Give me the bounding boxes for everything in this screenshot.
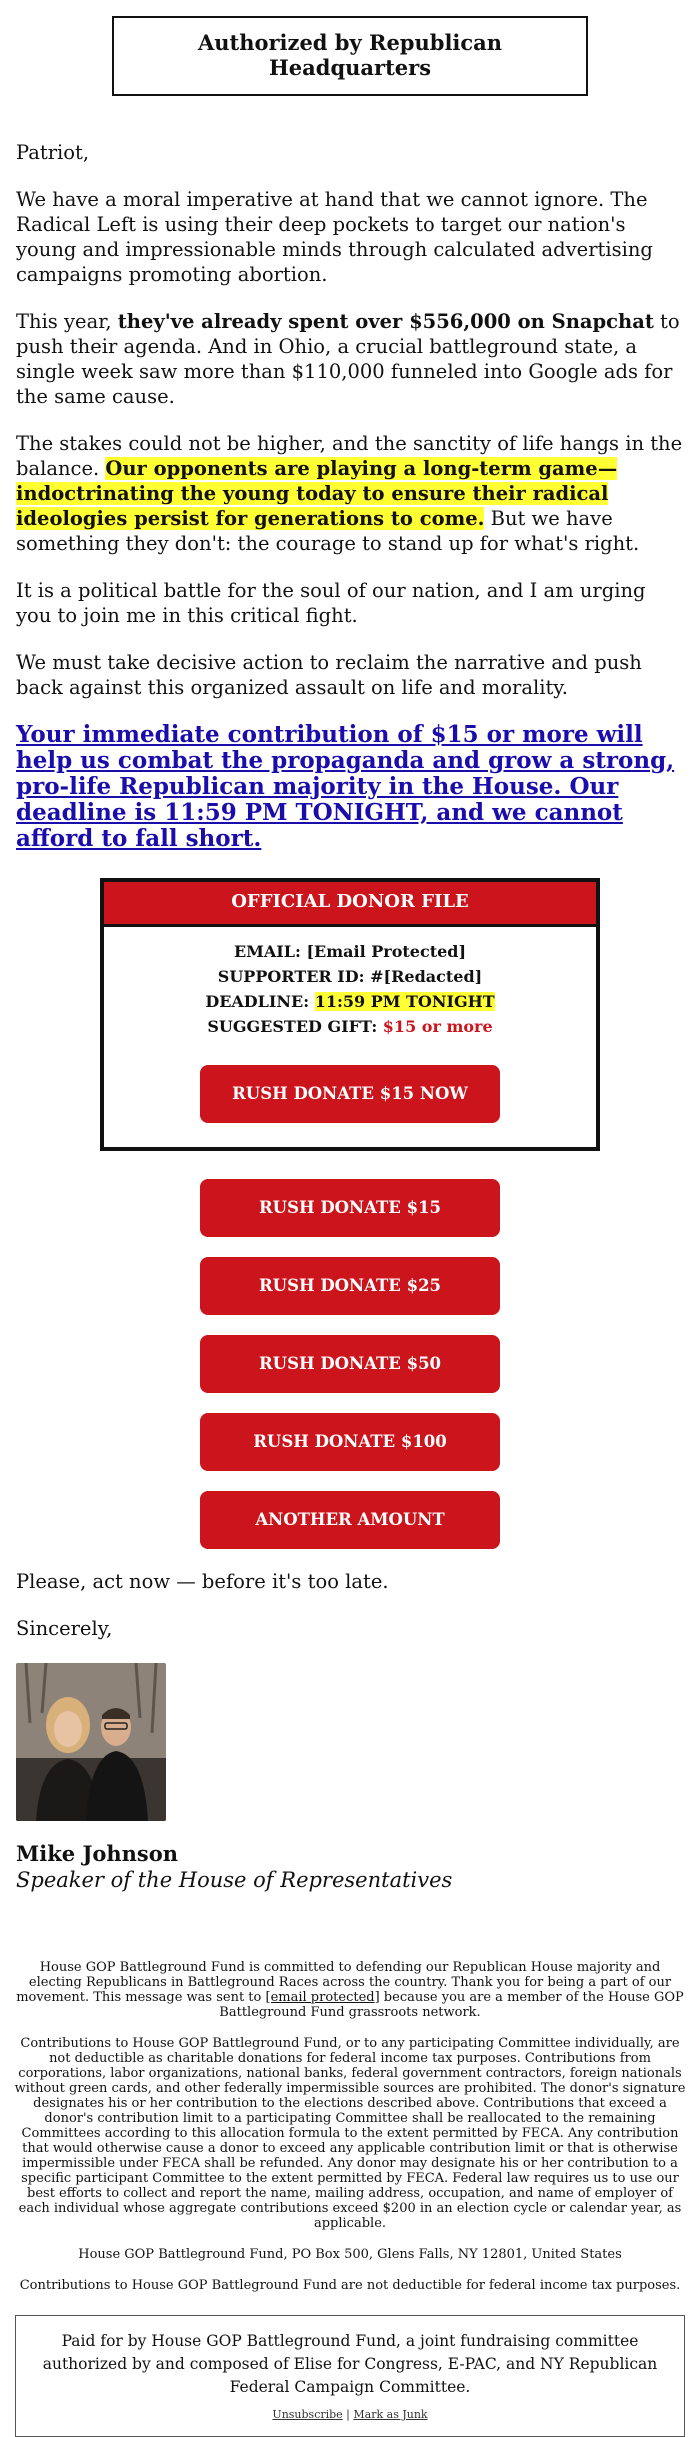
rush-donate-15-now-button[interactable]: RUSH DONATE $15 NOW — [200, 1065, 500, 1123]
donate-25-button[interactable]: RUSH DONATE $25 — [200, 1257, 500, 1315]
paragraph-5: We must take decisive action to reclaim the narrative and push back against this organized assault on life and morality. — [16, 651, 642, 699]
paragraph-3-rest: But we have something they don't: the courage to stand up for what's right. — [16, 507, 640, 555]
portrait-image — [16, 1663, 166, 1821]
paragraph-3-highlight: Our opponents are playing a long-term game—indoctrinating the young today to ensure their radical ideologies persist for generations to come. — [16, 457, 618, 530]
unsubscribe-row — [40, 2403, 660, 2426]
donate-50-button[interactable]: RUSH DONATE $50 — [200, 1335, 500, 1393]
unsubscribe-link[interactable]: Unsubscribe — [272, 2408, 343, 2421]
paragraph-3-lead: The stakes could not be higher, and the sanctity of life hangs in the balance. — [16, 432, 683, 480]
paragraph-3 — [16, 431, 684, 556]
paragraph-4: It is a political battle for the soul of our nation, and I am urging you to join me in this critical fight. — [16, 579, 646, 627]
authorized-banner: Authorized by Republican Headquarters — [112, 16, 588, 96]
donate-15-button[interactable]: RUSH DONATE $15 — [200, 1179, 500, 1237]
signer-photo — [16, 1663, 166, 1821]
donor-supporter-id: SUPPORTER ID: #[Redacted] — [217, 967, 483, 986]
footer — [0, 1960, 700, 2293]
deadline-label: DEADLINE: — [205, 992, 315, 1011]
mark-as-junk-link[interactable]: Mark as Junk — [353, 2408, 428, 2421]
signer-name: Mike Johnson — [16, 1841, 179, 1866]
gift-label: SUGGESTED GIFT: — [207, 1017, 383, 1036]
footer-address: House GOP Battleground Fund, PO Box 500, Glens Falls, NY 12801, United States — [78, 2247, 622, 2262]
footer-mission — [14, 1960, 686, 2020]
another-amount-button[interactable]: ANOTHER AMOUNT — [200, 1491, 500, 1549]
donor-file-title: OFFICIAL DONOR FILE — [104, 882, 596, 927]
deadline-value: 11:59 PM TONIGHT — [314, 992, 495, 1011]
footer-mission-lead: House GOP Battleground Fund is committed to defending our Republican House majority and electing Republicans in Battleground Races across the country. Thank you for being a part of our movement. This message was sent to — [16, 1960, 672, 2005]
paragraph-2 — [16, 309, 684, 409]
paid-for-box — [15, 2315, 685, 2437]
letter-body — [0, 140, 700, 1894]
sincerely-text: Sincerely, — [16, 1617, 113, 1640]
paragraph-1: We have a moral imperative at hand that we cannot ignore. The Radical Left is using their deep pockets to target our nation's young and impressionable minds through calculated advertising campaigns promoting abortion. — [16, 188, 653, 286]
paragraph-2-lead: This year, — [16, 310, 118, 333]
footer-email-link[interactable]: [email protected] — [265, 1990, 380, 2005]
footer-tax-note: Contributions to House GOP Battleground Fund are not deductible for federal income tax purposes. — [19, 2278, 681, 2293]
act-now-text: Please, act now — before it's too late. — [16, 1570, 389, 1593]
footer-legal: Contributions to House GOP Battleground Fund, or to any participating Committee individually, are not deductible as charitable donations for federal income tax purposes. Contributions from corporations, labor organizations, national banks, federal government contractors, foreign nationals without green cards, and other federally impermissible sources are prohibited. The donor's signature designates his or her contribution to the elections described above. Contributions that exceed a donor's contribution limit to a participating Committee shall be reallocated to the remaining Committees according to this allocation formula to the extent permitted by FECA. Any contribution that would otherwise cause a donor to exceed any applicable contribution limit or that is otherwise impermissible under FECA shall be refunded. Any donor may designate his or her contribution to a specific participant Committee to the extent permitted by FECA. Federal law requires us to use our best efforts to collect and report the name, mailing address, occupation, and name of employer of each individual whose aggregate contributions exceed $200 in an election cycle or calendar year, as applicable. — [14, 2036, 686, 2231]
donor-suggested-gift — [104, 1014, 596, 1039]
signer-title: Speaker of the House of Representatives — [16, 1868, 453, 1892]
paid-for-text: Paid for by House GOP Battleground Fund, a joint fundraising committee authorized by and composed of Elise for Congress, E-PAC, and NY Republican Federal Campaign Committee. — [42, 2332, 658, 2396]
footer-mission-rest: because you are a member of the House GOP Battleground Fund grassroots network. — [219, 1990, 684, 2020]
donor-email: EMAIL: [Email Protected] — [233, 942, 467, 961]
paragraph-2-bold: they've already spent over $556,000 on Snapchat — [117, 310, 654, 333]
donate-button-list — [16, 1179, 684, 1549]
gift-value: $15 or more — [382, 1017, 493, 1036]
paragraph-2-rest: to push their agenda. And in Ohio, a crucial battleground state, a single week saw more than $110,000 funneled into Google ads for the same cause. — [16, 310, 680, 408]
donor-file-box — [100, 878, 600, 1151]
donor-deadline — [104, 989, 596, 1014]
unsubscribe-separator: | — [342, 2408, 354, 2421]
greeting: Patriot, — [16, 141, 90, 164]
donate-100-button[interactable]: RUSH DONATE $100 — [200, 1413, 500, 1471]
contribution-link[interactable]: Your immediate contribution of $15 or more will help us combat the propaganda and grow a strong, pro-life Republican majority in the House. Our deadline is 11:59 PM TONIGHT, and we cannot afford to fall short. — [16, 721, 675, 852]
